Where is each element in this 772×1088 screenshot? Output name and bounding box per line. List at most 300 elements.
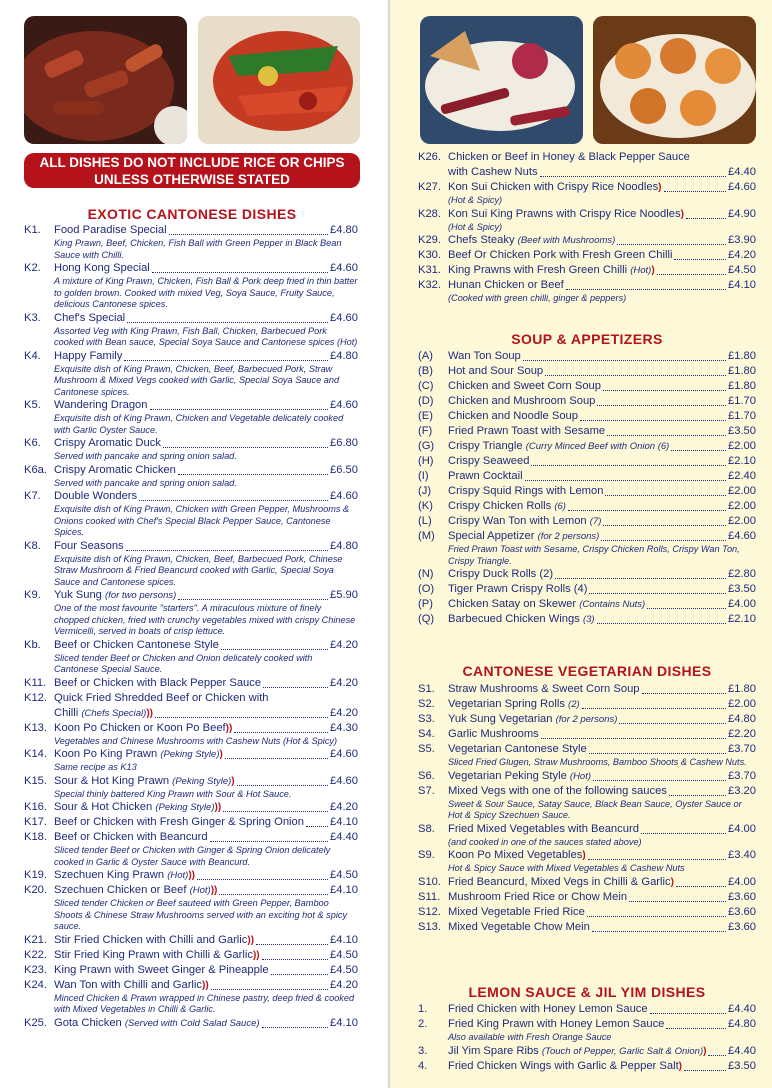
item-name [448,822,639,837]
menu-item-line [418,769,756,784]
menu-item [418,454,756,469]
item-name [448,454,529,469]
item-code: K32. [418,279,442,291]
menu-item [24,815,358,830]
item-note: (Hot) [630,265,652,276]
item-price: £4.50 [728,264,756,276]
item-code: Kb. [24,638,41,651]
item-note: (3) [582,614,595,625]
chili-icon: )) [188,870,195,881]
item-code: S10. [418,875,442,888]
section-title-vegetarian: CANTONESE VEGETARIAN DISHES [462,663,712,679]
menu-item-line [24,747,358,762]
dot-leader [139,500,328,501]
item-price: £3.20 [728,784,756,797]
item-name [448,499,566,514]
dot-leader [603,525,726,526]
dot-leader [219,894,328,895]
item-price: £3.60 [728,905,756,918]
item-name-text: Mixed Vegs with one of the following sauces [448,784,667,797]
menu-item-line [24,883,358,898]
menu-item [418,439,756,454]
dot-leader [607,435,726,436]
item-code: (M) [418,530,435,542]
item-name-text: Hong Kong Special [54,262,150,274]
dish-photo-2 [198,16,360,144]
k-dishes-continued-list [418,150,756,305]
menu-item [418,727,756,742]
chili-icon: ) [231,775,235,787]
item-name [448,784,667,799]
item-name [448,278,564,293]
item-name-text: Wandering Dragon [54,399,148,411]
item-name-text: Koon Po King Prawn [54,748,158,760]
menu-item [418,905,756,920]
menu-item [418,875,756,890]
menu-item-line [24,463,358,478]
item-name [448,394,595,409]
item-description: King Prawn, Beef, Chicken, Fish Ball with Green Pepper in Black Bean Sauce with Chilli. [54,238,342,260]
item-name [448,905,585,920]
item-code: (L) [418,515,432,527]
menu-item [24,261,358,311]
menu-item [24,963,358,978]
item-name [448,484,603,499]
dot-leader [684,1070,726,1071]
menu-item-line [418,150,756,165]
dot-leader [642,693,726,694]
item-name-text: Straw Mushrooms & Sweet Corn Soup [448,683,640,695]
item-price: £4.00 [728,822,756,835]
item-note: (Chefs Special) [81,707,147,719]
item-name [448,742,587,757]
dot-leader [211,989,328,990]
dot-leader [619,723,726,724]
item-note: (Hot) [167,870,189,881]
item-name [54,463,176,478]
item-name-text: Chef's Special [54,311,126,324]
item-description: (Cooked with green chilli, ginger & peppers) [448,293,627,303]
item-code: K6. [24,437,41,449]
dot-leader [234,732,328,733]
item-price: £4.10 [330,1016,358,1029]
menu-item-line [24,830,358,845]
dot-leader [223,811,328,812]
menu-item [24,638,358,676]
dot-leader [271,974,328,975]
item-name-text: Koon Po Mixed Vegetables [448,849,583,861]
item-name [448,1059,682,1074]
item-note: (Hot) [569,770,592,782]
item-description: Exquisite dish of King Prawn, Chicken, Beef, Barbecued Pork, Straw Mushroom & Mixed Vegs cooked with Garlic, Special Soya Sauce and Cantonese spices. [54,363,340,397]
menu-item-line [418,612,756,627]
menu-item-line-continued [24,706,358,721]
menu-item-line [24,489,358,504]
item-code: K27. [418,181,442,193]
item-code: (K) [418,500,433,512]
item-note: (Served with Cold Salad Sauce) [124,1017,260,1029]
item-name-text: Food Paradise Special [54,224,167,236]
menu-item [418,514,756,529]
menu-item [418,582,756,597]
item-name [54,588,176,603]
menu-item [418,150,756,180]
chili-icon: )) [252,949,260,961]
item-code: S9. [418,849,435,861]
item-name [448,727,539,742]
item-name [448,612,595,627]
menu-item-line [24,223,358,238]
item-note: (6) [554,501,566,512]
menu-item-line [418,514,756,529]
item-name [448,682,640,697]
menu-item [418,682,756,697]
menu-item [24,539,358,589]
item-code: K24. [24,978,48,991]
menu-item-line [418,727,756,742]
dot-leader [150,409,329,410]
item-code: K26. [418,151,442,163]
item-price: £2.80 [728,568,756,580]
item-price: £4.60 [330,399,358,411]
item-name [54,883,217,898]
item-price: £3.60 [728,890,756,903]
item-name-text: Mushroom Fried Rice or Chow Mein [448,890,628,903]
item-code: K16. [24,801,48,813]
item-code: 4. [418,1059,428,1072]
menu-item-line [418,784,756,799]
item-code: K23. [24,963,48,976]
dot-leader [523,360,726,361]
menu-item [24,830,358,868]
item-price: £5.90 [330,589,358,601]
menu-item [418,424,756,439]
item-price: £1.70 [728,395,756,407]
item-price: £4.60 [330,748,358,760]
item-code: 3. [418,1044,428,1057]
dot-leader [587,916,726,917]
item-name [448,439,669,454]
item-description: Served with pancake and spring onion salad. [54,451,237,461]
item-name [54,774,235,789]
item-price: £4.10 [728,279,756,291]
dot-leader [126,550,328,551]
item-name [448,567,553,582]
menu-item [24,436,358,463]
menu-item [418,769,756,784]
item-note: (Curry Minced Beef with Onion (6) [525,441,670,452]
menu-item [418,484,756,499]
dot-leader [124,360,328,361]
menu-item-line [418,469,756,484]
dot-leader [163,447,328,448]
item-name [448,364,543,379]
item-name-text: Beef or Chicken with Beancurd [54,831,208,843]
item-price: £4.20 [330,706,358,719]
menu-item [418,409,756,424]
item-name [448,712,617,727]
item-price: £4.50 [330,948,358,961]
item-name-text: Beef or Chicken Cantonese Style [54,638,219,651]
item-description: Sliced Fried Glugen, Straw Mushrooms, Bamboo Shoots & Cashew Nuts. [448,757,747,767]
item-code: K15. [24,774,48,787]
item-code: (D) [418,395,434,407]
item-price: £6.80 [330,437,358,449]
item-price: £3.70 [728,769,756,782]
item-price: £4.60 [330,490,358,502]
menu-item [418,742,756,769]
dot-leader [178,474,328,475]
dot-leader [237,785,328,786]
item-price: £2.10 [728,613,756,625]
menu-item-line [418,278,756,293]
item-name [54,691,269,706]
item-name [54,963,269,978]
item-name-cont-text: with Cashew Nuts [448,166,538,178]
item-name-text: Szechuen King Prawn [54,869,165,881]
menu-item-line [418,682,756,697]
dot-leader [545,375,726,376]
dot-leader [541,738,726,739]
item-name-text: Chicken and Noodle Soup [448,410,578,422]
dish-photo-3 [420,16,583,144]
menu-item [418,822,756,849]
item-name-text: Crispy Aromatic Duck [54,437,161,449]
dot-leader [676,886,726,887]
dot-leader [582,708,726,709]
item-code: K30. [418,249,442,261]
menu-item-line [24,676,358,691]
menu-item-line [24,1016,358,1031]
menu-item-line [24,721,358,736]
item-name-text: Stir Fried King Prawn with Chilli & Garlic [54,948,253,961]
menu-item-line [418,567,756,582]
dot-leader [603,390,726,391]
menu-item [418,278,756,305]
item-name [448,180,662,195]
dot-leader [601,540,726,541]
menu-item [24,948,358,963]
menu-item-line [418,529,756,544]
item-name [448,529,599,544]
item-price: £2.00 [728,500,756,512]
menu-item [418,529,756,567]
item-name-text: Kon Sui Chicken with Crispy Rice Noodles [448,181,659,193]
item-name [54,638,219,653]
item-code: K4. [24,349,41,362]
item-price: £4.10 [330,884,358,896]
menu-item-line [418,263,756,278]
dot-leader [597,623,726,624]
item-name-text: Vegetarian Cantonese Style [448,743,587,755]
menu-item-line [418,439,756,454]
item-note: (Peking Style) [155,802,215,813]
item-name-text: Mixed Vegetable Chow Mein [448,920,590,933]
item-description: Sliced tender Beef or Chicken and Onion delicately cooked with Cantonese Special Sauce. [54,652,313,674]
item-price: £4.40 [728,1003,756,1015]
menu-item-line [418,499,756,514]
menu-item-line [24,963,358,978]
item-name-text: Four Seasons [54,539,124,552]
item-price: £4.60 [728,181,756,193]
item-price: £2.00 [728,698,756,710]
item-note: (Touch of Pepper, Garlic Salt & Onion) [541,1045,704,1057]
item-code: (P) [418,598,433,610]
item-code: S8. [418,822,435,835]
menu-item [24,463,358,490]
item-description: Exquisite dish of King Prawn, Chicken, Beef, Barbecued Pork, Chinese Straw Mushroom & Fried Beancurd cooked with Garlic, Special Soya Sauce and Cantonese spices. [54,553,343,587]
item-name [448,248,672,263]
chili-icon: )) [214,802,222,813]
chili-icon: )) [146,707,153,719]
dot-leader [262,1027,328,1028]
dot-leader [525,480,726,481]
item-name-cont [448,165,538,180]
menu-item [418,394,756,409]
menu-item-line [418,697,756,712]
lemon-jil-yim-list [418,1002,756,1074]
dot-leader [592,931,726,932]
item-name [54,223,167,238]
menu-item-line [418,1044,756,1059]
item-description: Sweet & Sour Sauce, Satay Sauce, Black Bean Sauce, Oyster Sauce or Hot & Spicy Szechuen Sauce. [448,798,742,820]
item-note: (for 2 persons) [555,714,618,725]
item-description: Vegetables and Chinese Mushrooms with Cashew Nuts (Hot & Spicy) [54,735,338,746]
dish-photo-1 [24,16,187,144]
menu-item-line [418,905,756,920]
item-price: £4.60 [728,530,756,542]
notice-line-1: ALL DISHES DO NOT INCLUDE RICE OR CHIPS [39,155,345,170]
item-name-text: King Prawns with Fresh Green Chilli [448,264,628,276]
item-name-text: King Prawn with Sweet Ginger & Pineapple [54,963,269,976]
item-description: Served with pancake and spring onion salad. [54,477,237,488]
item-price: £4.00 [728,598,756,610]
item-code: K31. [418,264,442,276]
menu-item-line [418,364,756,379]
chili-icon: ) [670,876,674,888]
item-price: £4.60 [330,774,358,787]
item-code: S5. [418,743,435,755]
menu-item [418,349,756,364]
item-name [448,848,586,863]
vegetarian-dishes-list [418,682,756,935]
item-code: S4. [418,728,435,740]
item-name [448,207,684,222]
item-description: Minced Chicken & Prawn wrapped in Chinese pastry, deep fried & cooked with Mixed Vegetables in Chilli & Garlic. [54,992,355,1014]
item-code: K21. [24,933,48,946]
item-name [448,875,674,890]
item-name [448,469,523,484]
chili-icon: )) [210,885,218,896]
item-description: Sliced tender Chicken or Beef sauteed with Green Pepper, Bamboo Shoots & Chinese Straw Mushrooms served with an exciting hot & spicy sauce. [54,898,348,931]
item-name-text: Crispy Squid Rings with Lemon [448,485,604,497]
menu-item-line [418,890,756,905]
item-code: K22. [24,948,48,961]
item-name [448,233,615,248]
item-name-text: Fried King Prawn with Honey Lemon Sauce [448,1018,665,1030]
menu-item-line [418,712,756,727]
dot-leader [664,191,726,192]
menu-item [24,883,358,933]
menu-item [24,398,358,436]
item-name [54,398,148,413]
menu-item [418,379,756,394]
menu-item [418,180,756,207]
item-name-text: Crispy Aromatic Chicken [54,463,176,476]
item-code: K6a. [24,463,48,476]
menu-item-line [24,933,358,948]
item-price: £4.20 [330,638,358,651]
chili-icon: ) [680,208,684,220]
item-name-text: Prawn Cocktail [448,470,523,482]
chili-icon: )) [225,722,233,734]
menu-item [418,848,756,875]
item-name [54,815,304,830]
item-name [54,311,125,326]
exotic-cantonese-list [24,223,358,1031]
dot-leader [589,593,726,594]
item-name-text: Special Appetizer [448,530,535,542]
item-code: K9. [24,589,41,601]
item-note: (2) [568,699,580,710]
menu-item [24,676,358,691]
item-name [448,1044,706,1059]
item-name-text: Wan Ton with Chilli and Garlic [54,978,202,991]
item-name [448,697,580,712]
item-code: (A) [418,350,433,362]
item-code: (I) [418,470,429,482]
menu-item-line [418,248,756,263]
menu-item-line [418,822,756,837]
section-title-lemon-jil-yim: LEMON SAUCE & JIL YIM DISHES [468,984,706,1000]
dot-leader [256,944,328,945]
item-name-text: Kon Sui King Prawns with Crispy Rice Noodles [448,207,681,220]
item-note: (Peking Style) [172,775,232,787]
item-name [54,539,124,554]
right-menu-page [390,0,772,1088]
menu-item-line [418,1002,756,1017]
item-price: £3.70 [728,743,756,755]
item-code: K28. [418,207,442,220]
dot-leader [566,289,726,290]
menu-item [418,248,756,263]
item-price: £4.10 [330,933,358,946]
item-name-text: Double Wonders [54,490,138,502]
dot-leader [531,465,726,466]
item-name-text: Gota Chicken [54,1016,122,1029]
item-code: S12. [418,905,442,918]
menu-item-line [418,920,756,935]
menu-item-line-continued [418,165,756,180]
item-price: £3.50 [728,425,756,437]
item-name-text: Beef Or Chicken Pork with Fresh Green Chilli [448,249,673,261]
item-price: £3.40 [728,849,756,861]
item-price: £4.80 [728,1018,756,1030]
menu-item [24,721,358,748]
item-code: S11. [418,890,441,903]
item-description: (Hot & Spicy) [448,195,503,205]
item-name-text: Beef or Chicken with Fresh Ginger & Spring Onion [54,816,304,828]
item-code: K3. [24,311,41,324]
menu-item [24,774,358,801]
menu-item-line [24,436,358,451]
item-name-text: Crispy Seaweed [448,455,530,467]
item-price: £4.10 [330,816,358,828]
item-code: (F) [418,425,433,437]
menu-item-line [418,180,756,195]
item-note: (for two persons) [105,590,177,601]
dish-photo-4 [593,16,756,144]
